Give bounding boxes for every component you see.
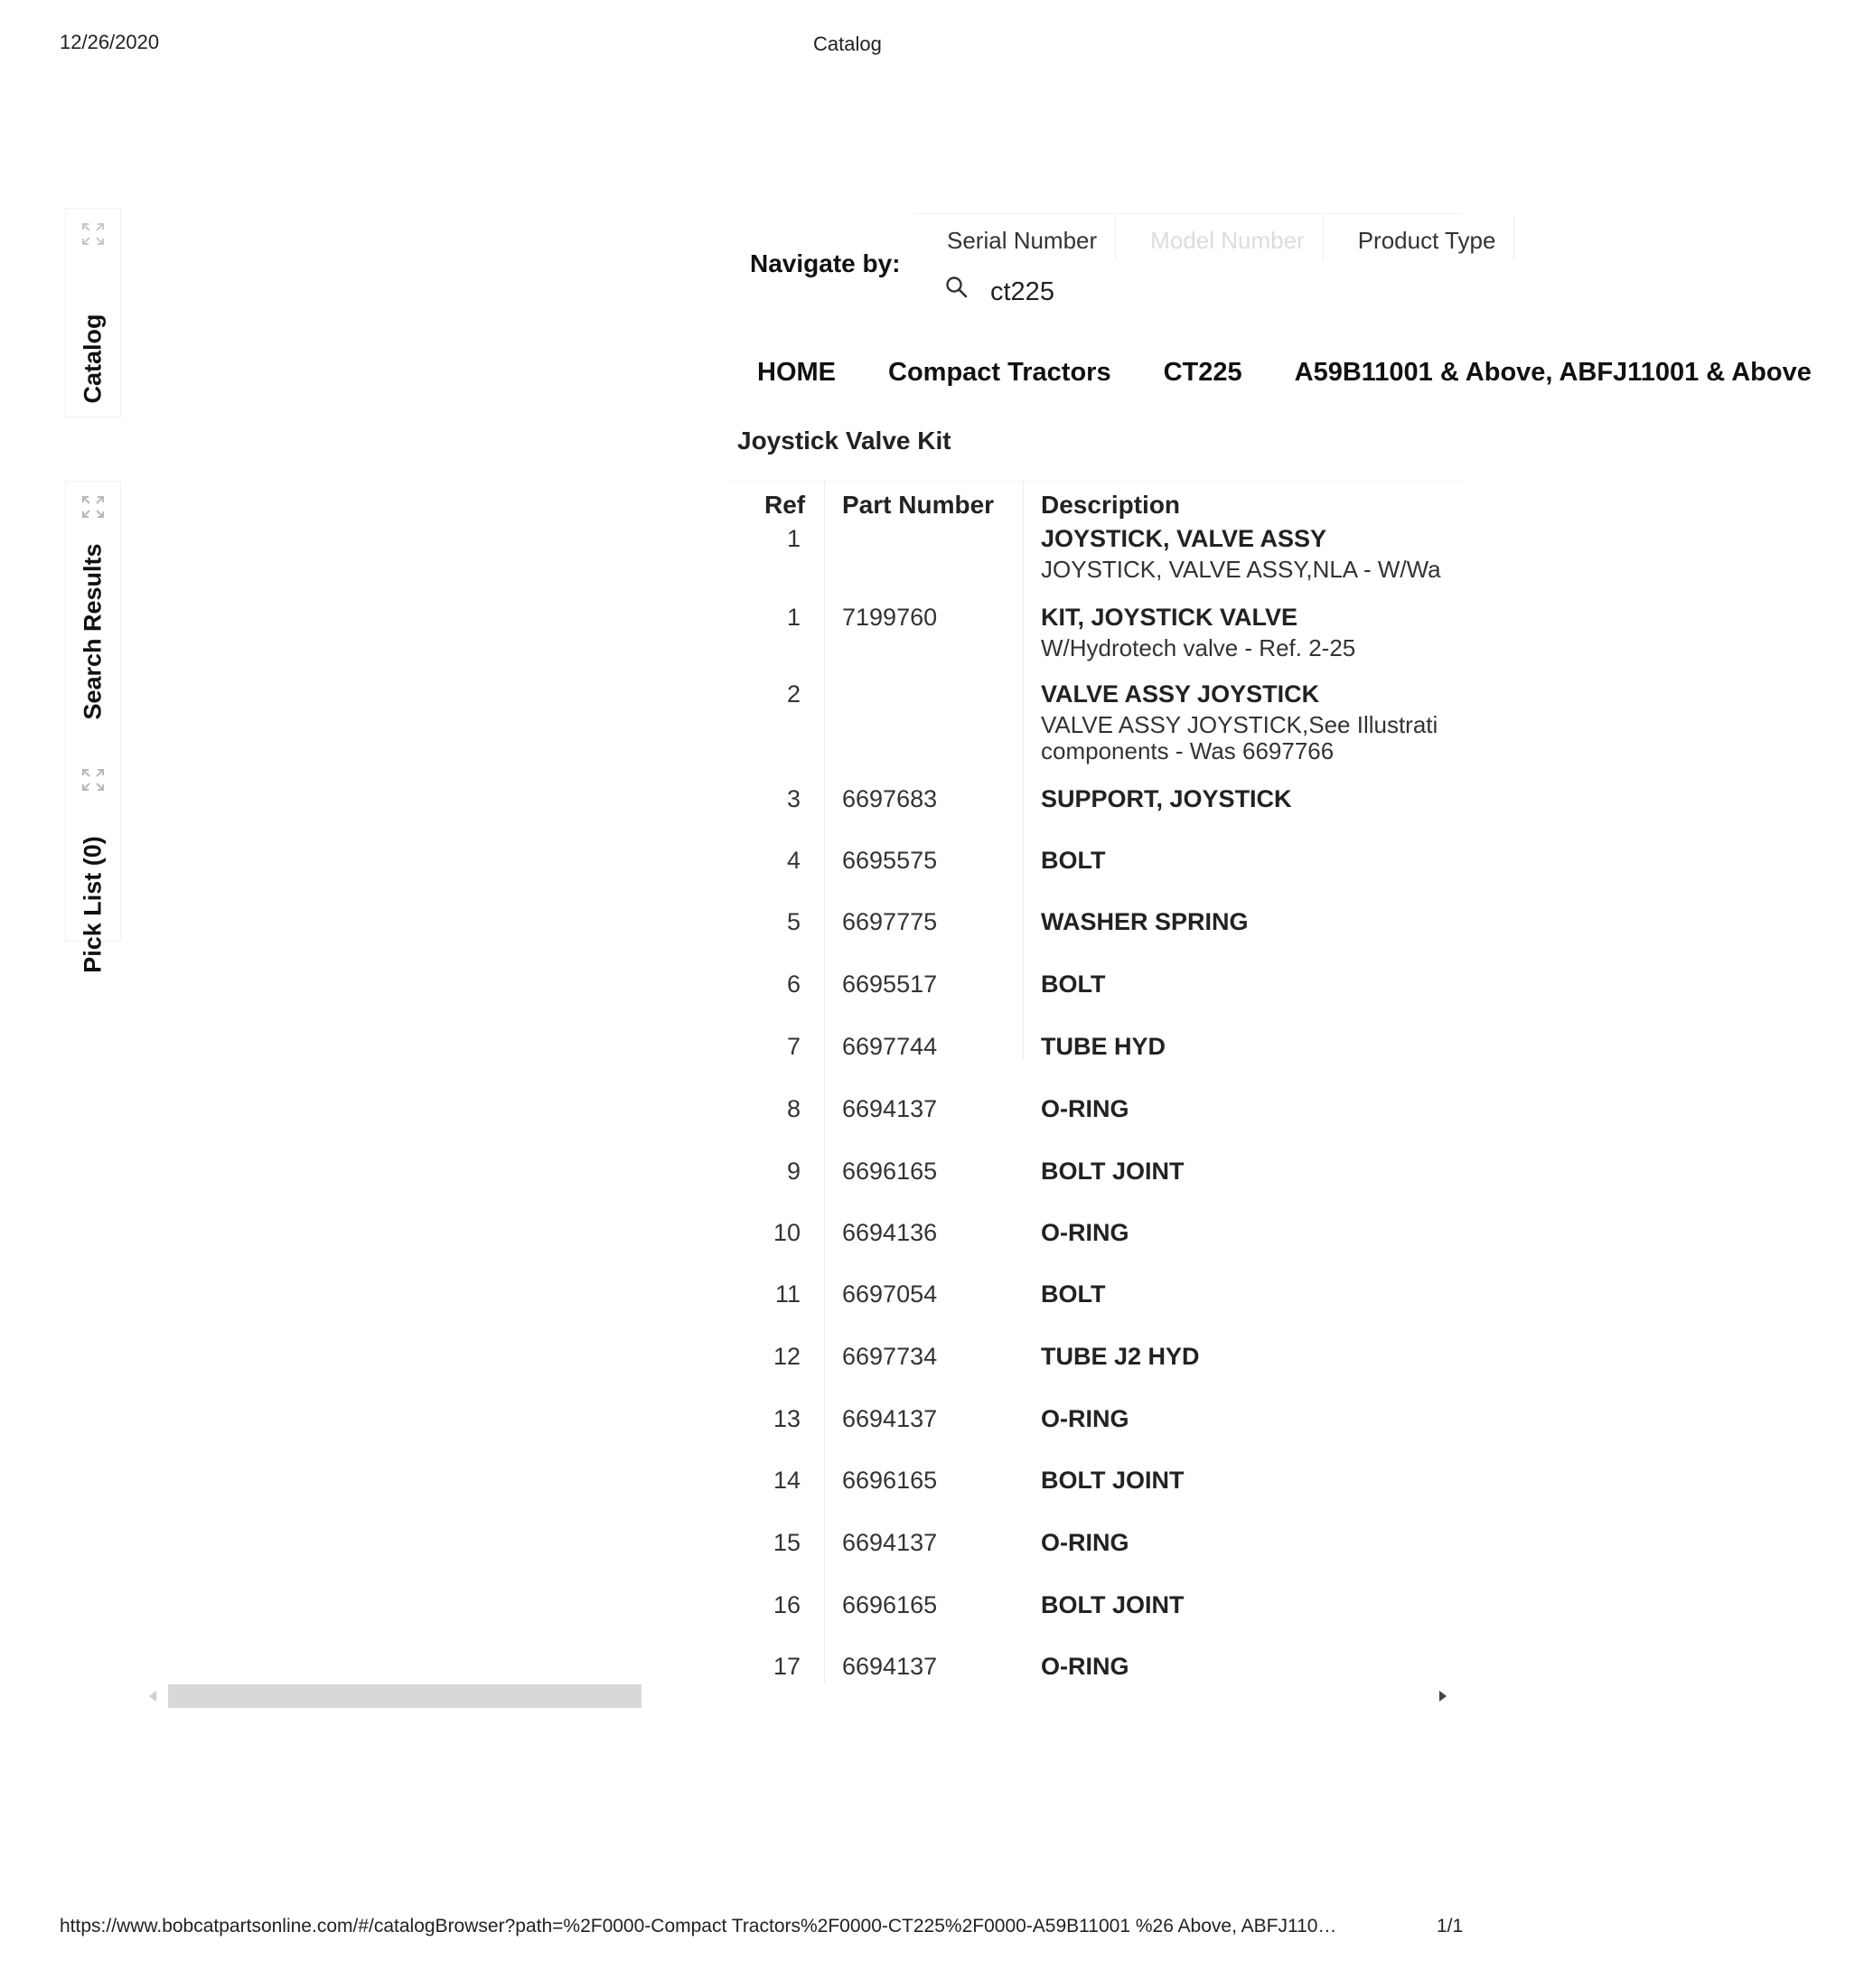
- cell-ref: 3: [786, 785, 801, 812]
- cell-description: [1041, 1033, 1462, 1061]
- cell-ref: 1: [786, 525, 801, 552]
- cell-description: [1041, 1467, 1462, 1495]
- header-description: Description: [1041, 491, 1181, 519]
- cell-ref: 17: [773, 1653, 801, 1680]
- cell-part-number[interactable]: 6696165: [842, 1591, 938, 1618]
- expand-icon[interactable]: [80, 767, 106, 792]
- scrollbar-thumb[interactable]: [168, 1684, 642, 1708]
- description-title: WASHER SPRING: [1041, 908, 1249, 935]
- cell-description: [1041, 1158, 1462, 1186]
- scroll-right-icon[interactable]: [1435, 1688, 1451, 1704]
- cell-description: [1041, 1343, 1462, 1371]
- breadcrumb-home[interactable]: HOME: [757, 358, 836, 387]
- cell-ref: 16: [773, 1591, 801, 1618]
- cell-ref: 4: [786, 847, 801, 874]
- breadcrumb: [757, 358, 1812, 394]
- navigate-label: Navigate by:: [750, 249, 901, 277]
- cell-description: [1041, 680, 1462, 764]
- cell-description: [1041, 604, 1462, 661]
- description-title: BOLT: [1041, 1280, 1106, 1308]
- description-detail: JOYSTICK, VALVE ASSY,NLA - W/Wa: [1041, 556, 1441, 583]
- cell-description: [1041, 1653, 1462, 1681]
- tab-model-number[interactable]: Model Number: [1116, 214, 1324, 260]
- description-title: O-RING: [1041, 1405, 1129, 1432]
- cell-part-number[interactable]: 6697054: [842, 1280, 938, 1308]
- cell-part-number[interactable]: 6695517: [842, 971, 938, 998]
- header-part-number: Part Number: [842, 491, 995, 519]
- side-panel-tabs: [65, 208, 119, 1021]
- cell-description: [1041, 785, 1462, 813]
- cell-description: [1041, 525, 1462, 583]
- expand-icon[interactable]: [80, 221, 106, 247]
- cell-description: [1041, 1280, 1462, 1308]
- cell-part-number[interactable]: 6695575: [842, 847, 938, 874]
- description-title: BOLT JOINT: [1041, 1158, 1185, 1185]
- description-title: BOLT JOINT: [1041, 1467, 1185, 1494]
- description-title: O-RING: [1041, 1219, 1129, 1246]
- cell-description: [1041, 1219, 1462, 1247]
- cell-part-number[interactable]: 6697744: [842, 1033, 938, 1060]
- cell-description: [1041, 1405, 1462, 1433]
- print-page-number: 1/1: [1437, 1916, 1464, 1936]
- tab-product-type[interactable]: Product Type: [1324, 214, 1515, 260]
- cell-ref: 5: [786, 908, 801, 935]
- print-date: 12/26/2020: [60, 31, 160, 53]
- cell-part-number[interactable]: 6696165: [842, 1158, 938, 1185]
- cell-ref: 8: [786, 1095, 801, 1122]
- cell-description: [1041, 971, 1462, 999]
- side-tab-label: Pick List (0): [79, 836, 107, 973]
- cell-part-number[interactable]: 6694137: [842, 1529, 938, 1556]
- description-detail: components - Was 6697766: [1041, 737, 1335, 764]
- cell-ref: 6: [786, 971, 801, 998]
- cell-part-number[interactable]: 6694137: [842, 1095, 938, 1122]
- description-title: TUBE J2 HYD: [1041, 1343, 1200, 1370]
- cell-part-number[interactable]: 6694136: [842, 1219, 938, 1246]
- cell-part-number[interactable]: 6697734: [842, 1343, 938, 1370]
- column-divider: [1023, 482, 1024, 1060]
- horizontal-scrollbar[interactable]: [145, 1684, 1455, 1710]
- cell-ref: 13: [773, 1405, 801, 1432]
- description-title: SUPPORT, JOYSTICK: [1041, 785, 1292, 812]
- cell-ref: 9: [786, 1158, 801, 1185]
- navigate-tabs: [913, 214, 1514, 259]
- cell-description: [1041, 1529, 1462, 1557]
- breadcrumb-ct225[interactable]: CT225: [1163, 358, 1242, 387]
- breadcrumb-compact-tractors[interactable]: Compact Tractors: [888, 358, 1111, 387]
- side-tab-catalog[interactable]: [65, 208, 121, 417]
- expand-icon[interactable]: [80, 494, 106, 520]
- cell-description: [1041, 1095, 1462, 1123]
- parts-table: [730, 481, 1462, 1683]
- print-url: https://www.bobcatpartsonline.com/#/catalogBrowser?path=%2F0000-Compact Tractors%2F0000-CT225%2F0000-A59B11001 %26 Above, ABFJ110…: [60, 1916, 1337, 1936]
- cell-description: [1041, 847, 1462, 875]
- search-icon[interactable]: [945, 276, 969, 299]
- description-detail: VALVE ASSY JOYSTICK,See Illustrati: [1041, 711, 1438, 738]
- header-ref: Ref: [764, 491, 806, 519]
- search-input[interactable]: ct225: [990, 277, 1054, 306]
- cell-description: [1041, 1591, 1462, 1619]
- cell-part-number[interactable]: 6694137: [842, 1405, 938, 1432]
- cell-ref: 1: [786, 604, 801, 631]
- description-title: O-RING: [1041, 1653, 1129, 1680]
- description-title: TUBE HYD: [1041, 1033, 1166, 1060]
- cell-ref: 14: [773, 1467, 801, 1494]
- cell-ref: 2: [786, 680, 801, 708]
- breadcrumb-serial-range[interactable]: A59B11001 & Above, ABFJ11001 & Above: [1294, 358, 1812, 387]
- description-title: JOYSTICK, VALVE ASSY: [1041, 525, 1327, 552]
- cell-ref: 7: [786, 1033, 801, 1060]
- cell-ref: 10: [773, 1219, 801, 1246]
- page-title: Joystick Valve Kit: [737, 427, 951, 455]
- scroll-left-icon[interactable]: [145, 1688, 161, 1704]
- description-title: BOLT: [1041, 847, 1106, 874]
- description-detail: W/Hydrotech valve - Ref. 2-25: [1041, 634, 1356, 661]
- side-tab-search-results[interactable]: [65, 481, 121, 973]
- cell-part-number[interactable]: 7199760: [842, 604, 938, 631]
- description-title: KIT, JOYSTICK VALVE: [1041, 604, 1298, 631]
- cell-part-number[interactable]: 6697775: [842, 908, 938, 935]
- tab-serial-number[interactable]: Serial Number: [913, 214, 1116, 260]
- description-title: BOLT JOINT: [1041, 1591, 1185, 1618]
- cell-description: [1041, 908, 1462, 936]
- cell-part-number[interactable]: 6697683: [842, 785, 938, 812]
- description-title: VALVE ASSY JOYSTICK: [1041, 680, 1320, 708]
- description-title: BOLT: [1041, 971, 1106, 998]
- column-divider: [824, 482, 825, 1683]
- print-title: Catalog: [813, 33, 882, 55]
- cell-part-number[interactable]: 6696165: [842, 1467, 938, 1494]
- description-title: O-RING: [1041, 1529, 1129, 1556]
- cell-ref: 12: [773, 1343, 801, 1370]
- navigate-panel: [913, 213, 1496, 314]
- cell-part-number[interactable]: 6694137: [842, 1653, 938, 1680]
- cell-ref: 15: [773, 1529, 801, 1556]
- description-title: O-RING: [1041, 1095, 1129, 1122]
- cell-ref: 11: [774, 1280, 801, 1308]
- side-tab-label: Search Results: [79, 543, 107, 720]
- side-tab-label: Catalog: [79, 314, 107, 404]
